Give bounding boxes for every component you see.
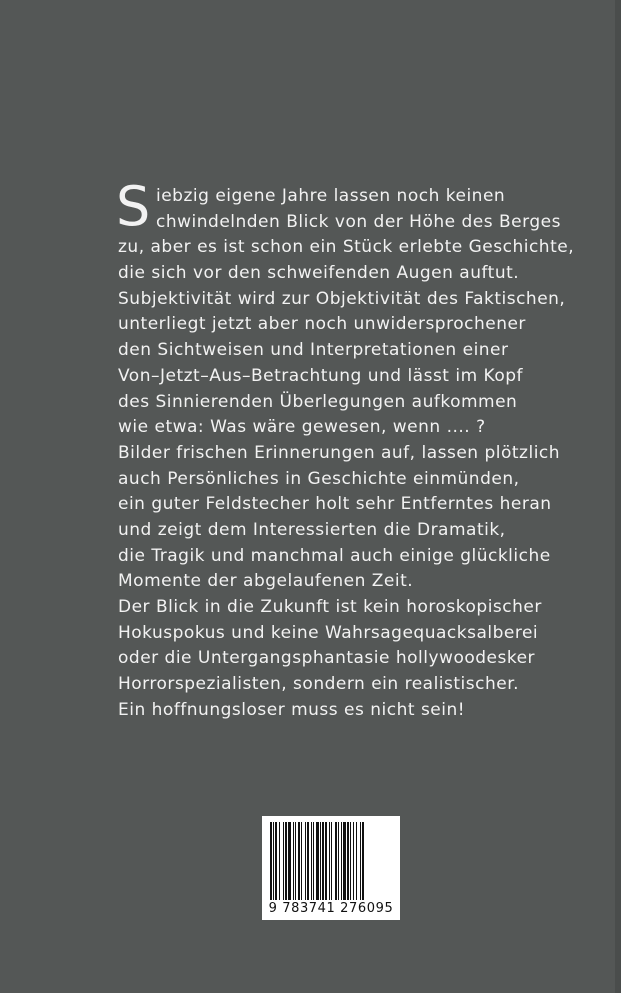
blurb-line: Von–Jetzt–Aus–Betrachtung und lässt im Kopf xyxy=(118,365,524,386)
blurb-line: zu, aber es ist schon ein Stück erlebte Geschichte, xyxy=(118,237,575,258)
barcode-bar xyxy=(325,822,327,900)
barcode-bar xyxy=(288,822,291,900)
blurb-line: Bilder frischen Erinnerungen auf, lassen plötzlich xyxy=(118,442,561,463)
blurb-line: oder die Untergangsphantasie hollywoodesker xyxy=(118,648,536,669)
blurb-line: und zeigt dem Interessierten die Dramatik, xyxy=(118,519,506,540)
barcode-bar xyxy=(273,822,274,900)
barcode-bar xyxy=(322,822,324,900)
blurb-line: Horrorspezialisten, sondern ein realistischer. xyxy=(118,674,520,695)
blurb-line: des Sinnierenden Überlegungen aufkommen xyxy=(118,391,518,412)
barcode-bar xyxy=(279,822,280,900)
barcode-bar xyxy=(283,822,284,900)
barcode-bar xyxy=(329,822,330,900)
barcode-bar xyxy=(347,822,349,900)
blurb-line: ein guter Feldstecher holt sehr Entferntes heran xyxy=(118,494,552,515)
barcode-bar xyxy=(311,822,312,900)
barcode-bar xyxy=(305,822,306,900)
barcode-bar xyxy=(298,822,300,900)
blurb-line: die Tragik und manchmal auch einige glückliche xyxy=(118,545,551,566)
barcode-bar xyxy=(295,822,296,900)
blurb-line: den Sichtweisen und Interpretationen einer xyxy=(118,340,509,361)
barcode-bars xyxy=(270,822,392,900)
blurb-line: wie etwa: Was wäre gewesen, wenn .... ? xyxy=(118,417,486,438)
barcode-bar xyxy=(301,822,302,900)
barcode-bar xyxy=(270,822,272,900)
barcode-bar xyxy=(353,822,354,900)
drop-cap-letter: S xyxy=(116,175,151,238)
isbn-barcode xyxy=(262,816,400,920)
barcode-bar xyxy=(316,822,319,900)
barcode-bar xyxy=(335,822,337,900)
barcode-bar xyxy=(320,822,321,900)
blurb-line: Hokuspokus und keine Wahrsagequacksalberei xyxy=(118,622,539,643)
blurb-line: Subjektivität wird zur Objektivität des Faktischen, xyxy=(118,288,566,309)
cover-edge xyxy=(615,0,621,993)
barcode-bar xyxy=(341,822,342,900)
barcode-bar xyxy=(307,822,309,900)
barcode-bar xyxy=(356,822,357,900)
blurb-line: unterliegt jetzt aber noch unwidersprochener xyxy=(118,314,526,335)
blurb-line: die sich vor den schweifenden Augen auftut. xyxy=(118,263,520,284)
barcode-bar xyxy=(285,822,287,900)
barcode-bar xyxy=(313,822,314,900)
blurb-line: auch Persönliches in Geschichte einmünden, xyxy=(118,468,520,489)
blurb-line: iebzig eigene Jahre lassen noch keinen xyxy=(156,186,506,206)
barcode-bar xyxy=(293,822,294,900)
barcode-bar xyxy=(331,822,332,900)
barcode-bar xyxy=(338,822,339,900)
isbn-number: 9 783741 276095 xyxy=(268,901,394,916)
blurb-text xyxy=(118,184,588,723)
blurb-line: Der Blick in die Zukunft ist kein horoskopischer xyxy=(118,597,542,617)
barcode-bar xyxy=(360,822,361,900)
barcode-bar xyxy=(275,822,277,900)
barcode-bar xyxy=(350,822,351,900)
barcode-bar xyxy=(362,822,364,900)
blurb-line: Momente der abgelaufenen Zeit. xyxy=(118,571,414,592)
blurb-line: Ein hoffnungsloser muss es nicht sein! xyxy=(118,699,466,720)
barcode-bar xyxy=(343,822,346,900)
blurb-line: chwindelnden Blick von der Höhe des Berges xyxy=(156,211,561,232)
